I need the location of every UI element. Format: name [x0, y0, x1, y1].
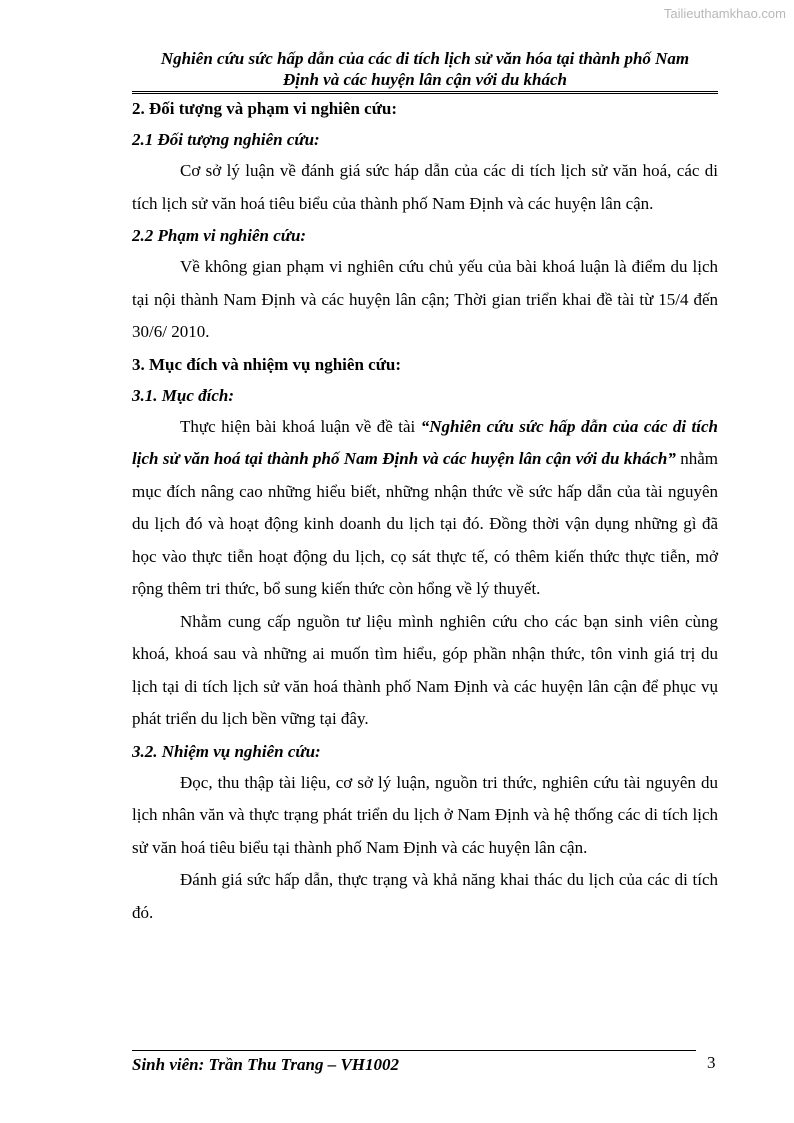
page-body [132, 93, 718, 929]
watermark: Tailieuthamkhao.com [663, 6, 786, 21]
footer-author: Sinh viên: Trần Thu Trang – VH1002 [132, 1055, 400, 1074]
section-2-2-paragraph: Về không gian phạm vi nghiên cứu chủ yếu của bài khoá luận là điểm du lịch tại nội thành Nam Định và các huyện lân cận; Thời gian triển khai đề tài từ 15/4 đến 30/6/ 2010. [132, 257, 718, 341]
section-3-1-paragraph-1 [132, 411, 718, 606]
header-title-line-1: Nghiên cứu sức hấp dẫn của các di tích lịch sử văn hóa tại thành phố Nam [160, 49, 690, 68]
page-number: 3 [707, 1053, 716, 1072]
section-3-1-paragraph-2: Nhằm cung cấp nguồn tư liệu mình nghiên cứu cho các bạn sinh viên cùng khoá, khoá sau và những ai muốn tìm hiểu, góp phần nhận thức, tôn vinh giá trị du lịch tại di tích lịch sử văn hoá thành phố Nam Định và các huyện lân cận để phục vụ phát triển du lịch bền vững tại đây. [132, 611, 718, 728]
header-title-line-2: Định và các huyện lân cận với du khách [283, 70, 567, 89]
section-2-1-heading: 2.1 Đối tượng nghiên cứu: [132, 130, 320, 149]
section-3-2-paragraph-1: Đọc, thu thập tài liệu, cơ sở lý luận, nguồn tri thức, nghiên cứu tài nguyên du lịch nhân văn và thực trạng phát triển du lịch ở Nam Định và hệ thống các di tích lịch sử văn hoá tiêu biểu tại thành phố Nam Định và các huyện lân cận. [132, 772, 718, 857]
section-3-1-heading: 3.1. Mục đích: [132, 385, 234, 405]
section-2-heading: 2. Đối tượng và phạm vi nghiên cứu: [132, 99, 398, 118]
section-3-2-heading: 3.2. Nhiệm vụ nghiên cứu: [132, 741, 321, 761]
paragraph-text: nhằm mục đích nâng cao những hiểu biết, những nhận thức về sức hấp dẫn của tài nguyên du lịch đó và hoạt động kinh doanh du lịch tại đó. Đồng thời vận dụng những gì đã học vào thực tiễn hoạt động du lịch, cọ sát thực tế, có thêm kiến thức thực tiễn, mở rộng thêm tri thức, bổ sung kiến thức còn hổng về lý thuyết. [132, 449, 718, 598]
section-2-2-heading: 2.2 Phạm vi nghiên cứu: [132, 226, 307, 245]
paragraph-text: Thực hiện bài khoá luận về đề tài [180, 416, 421, 436]
section-2-1-paragraph: Cơ sở lý luận về đánh giá sức háp dẫn của các di tích lịch sử văn hoá, các di tích lịch sử văn hoá tiêu biểu của thành phố Nam Định và các huyện lân cận. [132, 161, 718, 213]
thesis-title-emphasis: “Nghiên cứu sức hấp dẫn của các di tích lịch sử văn hoá tại thành phố Nam Định và các huyện lân cận với du khách” [132, 416, 719, 468]
footer-divider [132, 1050, 696, 1051]
section-3-heading: 3. Mục đích và nhiệm vụ nghiên cứu: [132, 354, 402, 374]
running-header [132, 48, 718, 90]
section-3-2-paragraph-2: Đánh giá sức hấp dẫn, thực trạng và khả năng khai thác du lịch của các di tích đó. [132, 870, 718, 922]
